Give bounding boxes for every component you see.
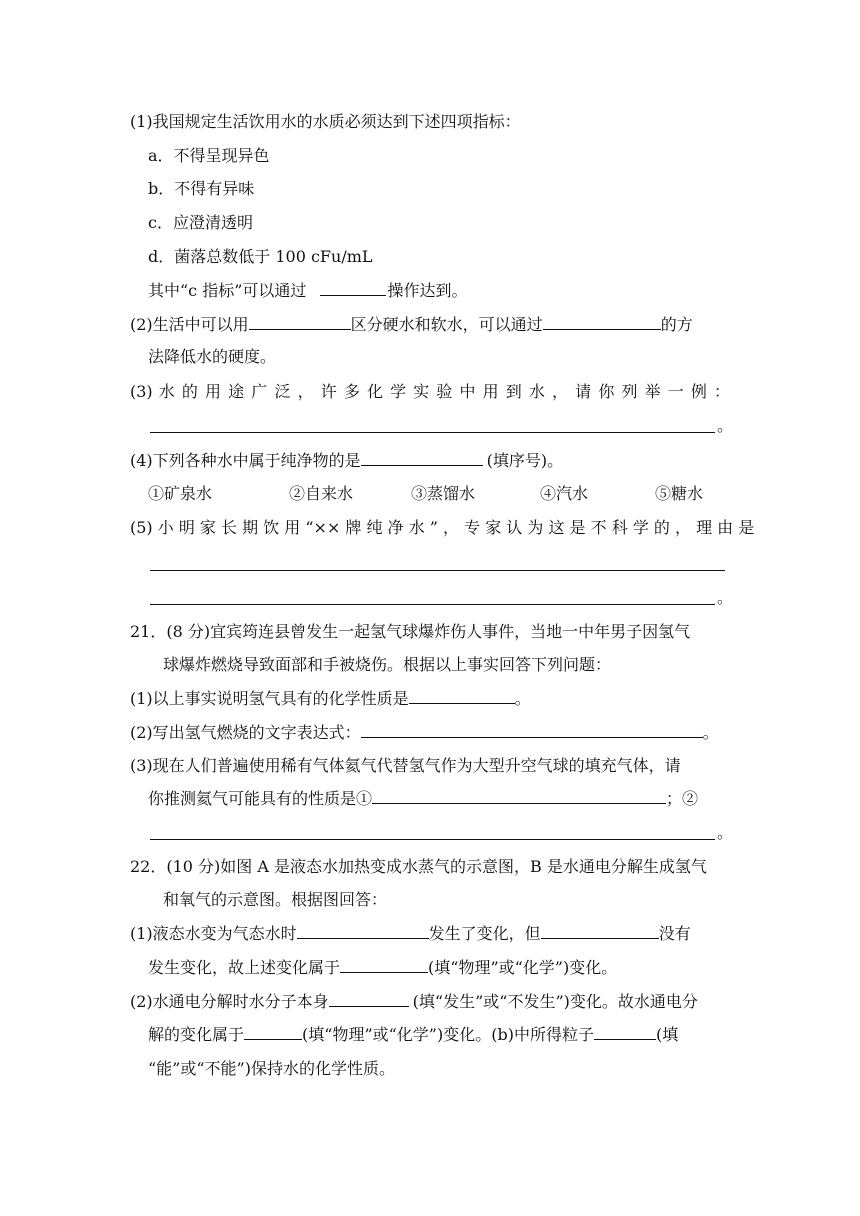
q22-line1: 22．(10 分)如图 A 是液态水加热变成水蒸气的示意图，B 是水通电分解生成氢气: [130, 857, 707, 876]
q22-s1-a: (1)液态水变为气态水时: [130, 924, 297, 943]
q21-line2: 球爆炸燃烧导致面部和手被烧伤。根据以上事实回答下列问题：: [163, 655, 612, 674]
q4-option-4: ④汽水: [540, 484, 589, 503]
q1-item-b: b．不得有异味: [148, 179, 255, 198]
q3-stem: (3) 水 的 用 途 广 泛 ， 许 多 化 学 实 验 中 用 到 水 ， 请 你 列 举 一 例 ：: [130, 382, 730, 401]
q21-s3-before: 你推测氦气可能具有的性质是①: [148, 789, 373, 808]
q4-option-1: ①矿泉水: [148, 484, 213, 503]
q2-blank-1[interactable]: [249, 313, 351, 330]
q2-part3: 的方: [660, 315, 693, 334]
q21-s3-after: ；②: [666, 789, 699, 808]
q1-stem: (1)我国规定生活饮用水的水质必须达到下述四项指标：: [130, 112, 521, 131]
q22-s1-line1: [130, 922, 730, 946]
q1-answer-blank[interactable]: [320, 279, 386, 296]
q21-s2: [130, 721, 730, 745]
q4-option-2: ②自来水: [289, 484, 354, 503]
q22-s1-b: 发生了变化，但: [428, 924, 541, 943]
q5-period: 。: [717, 588, 734, 607]
q22-s1-line2-after: (填“物理”或“化学”)变化。: [428, 958, 618, 977]
q2-part1: (2)生活中可以用: [130, 315, 249, 334]
q21-s3-line2: [148, 787, 748, 811]
q22-s2-line2-b: (填“物理”或“化学”)变化。(b)中所得粒子: [302, 1025, 594, 1044]
q1-tail: [148, 279, 748, 303]
q22-s2-line2-a: 解的变化属于: [148, 1025, 245, 1044]
q22-s2-blank-2[interactable]: [244, 1023, 302, 1040]
q22-s1-blank-2[interactable]: [541, 922, 659, 939]
q5-stem: (5) 小 明 家 长 期 饮 用 “×× 牌 纯 净 水 ” ， 专 家 认 为 这 是 不 科 学 的 ， 理 由 是: [130, 518, 755, 537]
q22-s2-blank-3[interactable]: [594, 1023, 656, 1040]
q4-stem-after: (填序号)。: [486, 451, 564, 470]
q22-s2-line3: “能”或“不能”)保持水的化学性质。: [148, 1059, 395, 1078]
q21-s1-before: (1)以上事实说明氢气具有的化学性质是: [130, 689, 409, 708]
q22-s2-a: (2)水通电分解时水分子本身: [130, 992, 329, 1011]
q21-s1: [130, 687, 730, 711]
q1-item-c: c．应澄清透明: [148, 213, 253, 232]
q22-s1-line2-before: 发生变化，故上述变化属于: [148, 958, 341, 977]
q2-line2: 法降低水的硬度。: [148, 347, 277, 366]
q21-s2-after: 。: [702, 723, 719, 742]
q5-answer-blank-2[interactable]: [150, 604, 715, 605]
q22-s1-line2: [148, 956, 748, 980]
q1-item-d: d．菌落总数低于 100 cFu/mL: [148, 247, 373, 266]
q5-answer-blank-1[interactable]: [150, 570, 725, 571]
q21-s3-line1: (3)现在人们普遍使用稀有气体氦气代替氢气作为大型升空气球的填充气体，请: [130, 756, 681, 775]
q4-option-5: ⑤糖水: [655, 484, 704, 503]
q2-part2: 区分硬水和软水，可以通过: [350, 315, 543, 334]
q21-s3-period: 。: [717, 823, 734, 842]
q22-line2: 和氧气的示意图。根据图回答：: [163, 890, 388, 909]
q4-stem: [130, 449, 730, 473]
q22-s1-blank-1[interactable]: [297, 922, 429, 939]
q2-line1: [130, 313, 730, 337]
q1-tail-after: 操作达到。: [387, 281, 468, 300]
q22-s2-line2-c: (填: [655, 1025, 679, 1044]
q22-s2-line2: [148, 1023, 748, 1047]
q22-s2-blank-1[interactable]: [329, 990, 409, 1007]
q21-line1: 21．(8 分)宜宾筠连县曾发生一起氢气球爆炸伤人事件，当地一中年男子因氢气: [130, 622, 691, 641]
q21-s2-before: (2)写出氢气燃烧的文字表达式：: [130, 723, 361, 742]
q1-item-a: a．不得呈现异色: [148, 146, 270, 165]
q4-option-3: ③蒸馏水: [411, 484, 476, 503]
q22-s2-line1: [130, 990, 730, 1014]
q4-stem-before: (4)下列各种水中属于纯净物的是: [130, 451, 361, 470]
q21-s2-blank[interactable]: [361, 721, 703, 738]
q21-s1-after: 。: [514, 689, 531, 708]
q4-answer-blank[interactable]: [361, 449, 483, 466]
q22-s1-blank-3[interactable]: [340, 956, 428, 973]
q3-period: 。: [717, 416, 734, 435]
q21-s3-blank-2[interactable]: [150, 839, 715, 840]
q22-s1-c: 没有: [658, 924, 691, 943]
q2-blank-2[interactable]: [543, 313, 661, 330]
q22-s2-b: (填“发生”或“不发生”)变化。故水通电分: [412, 992, 698, 1011]
q3-answer-blank[interactable]: [150, 432, 715, 433]
q21-s3-blank-1[interactable]: [372, 787, 666, 804]
q21-s1-blank[interactable]: [409, 687, 515, 704]
q1-tail-before: 其中“c 指标”可以通过: [148, 281, 307, 300]
